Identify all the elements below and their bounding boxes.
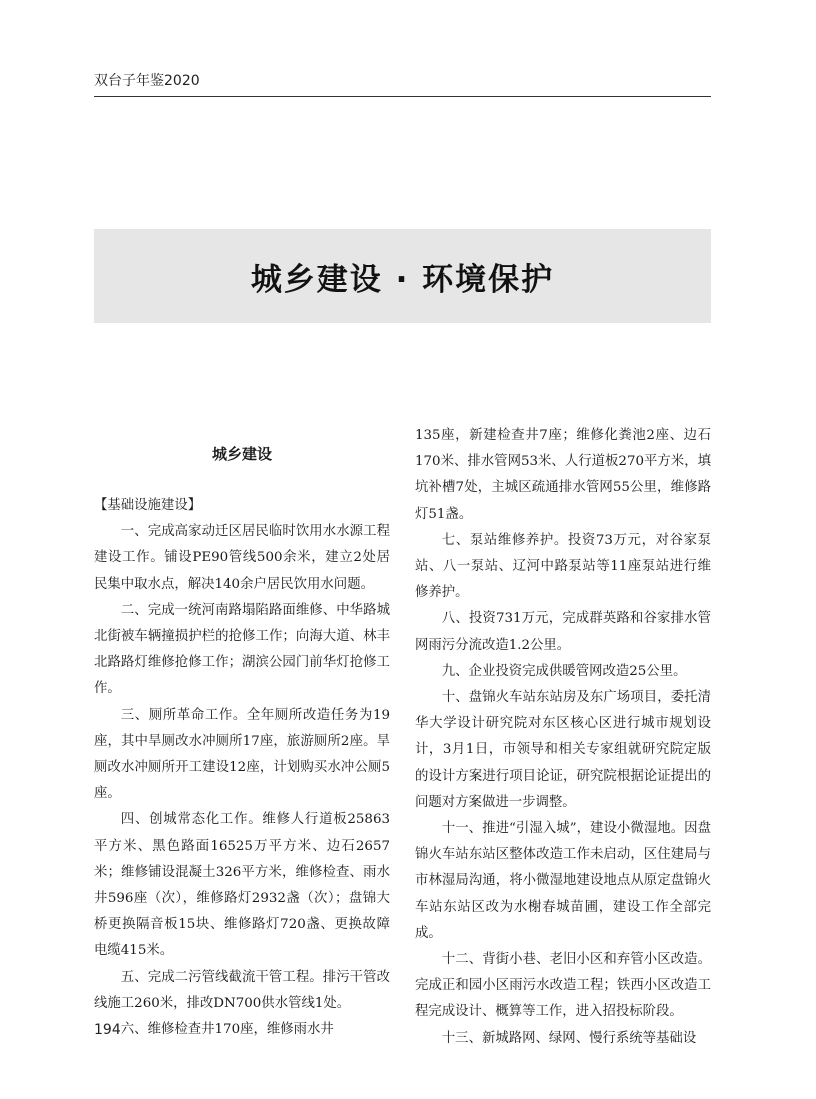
page-number: 194 (94, 1022, 121, 1038)
paragraph: 二、完成一统河南路塌陷路面维修、中华路城北街被车辆撞损护栏的抢修工作；向海大道、林丰北路路灯维修抢修工作；湖滨公园门前华灯抢修工作。 (94, 602, 390, 697)
chapter-title: 城乡建设 · 环境保护 (250, 261, 555, 298)
subheading: 【基础设施建设】 (94, 498, 202, 513)
paragraph: 八、投资731万元，完成群英路和谷家排水管网雨污分流改造1.2公里。 (415, 611, 711, 653)
paragraph: 十一、推进“引湿入城”，建设小微湿地。因盘锦火车站东站区整体改造工作未启动，区住建局与市林湿局沟通，将小微湿地建设地点从原定盘锦火车站东站区改为水榭春城苗圃，建设工作全部完成。 (415, 821, 711, 941)
paragraph: 五、完成二污管线截流干管工程。排污干管改线施工260米，排改DN700供水管线1处。 (94, 969, 390, 1011)
chapter-title-band (94, 229, 711, 323)
paragraph: 六、维修检查井170座，维修雨水井 (120, 1022, 334, 1038)
running-header-title: 双台子年鉴2020 (94, 73, 200, 89)
left-column (94, 441, 390, 1043)
paragraph: 七、泵站维修养护。投资73万元，对谷家泵站、八一泵站、辽河中路泵站等11座泵站进行维修养护。 (415, 532, 711, 601)
right-column (415, 423, 711, 1052)
paragraph: 十、盘锦火车站东站房及东广场项目，委托清华大学设计研究院对东区核心区进行城市规划设计，3月1日，市领导和相关专家组就研究院定版的设计方案进行项目论证，研究院根据论证提出的问题对方案做进一步调整。 (415, 690, 711, 810)
paragraph: 十三、新城路网、绿网、慢行系统等基础设 (441, 1030, 697, 1046)
paragraph: 四、创城常态化工作。维修人行道板25863平方米、黑色路面16525万平方米、边石2657米；维修铺设混凝土326平方米，维修检查、雨水井596座（次），维修路灯2932盏（次）；盘锦大桥更换隔音板15块、维修路灯720盏、更换故障电缆415米。 (94, 812, 390, 959)
paragraph-continuation: 135座，新建检查井7座；维修化粪池2座、边石170米、排水管网53米、人行道板270平方米，填坑补槽7处，主城区疏通排水管网55公里，维修路灯51盏。 (415, 428, 711, 522)
paragraph: 九、企业投资完成供暖管网改造25公里。 (441, 663, 687, 679)
header-rule (94, 96, 711, 97)
paragraph: 一、完成高家动迁区居民临时饮用水水源工程建设工作。铺设PE90管线500余米，建立2处居民集中取水点，解决140余户居民饮用水问题。 (94, 524, 390, 592)
paragraph: 十二、背街小巷、老旧小区和弃管小区改造。完成正和园小区雨污水改造工程；铁西小区改造工程完成设计、概算等工作，进入招投标阶段。 (415, 952, 711, 1020)
section-heading: 城乡建设 (211, 445, 272, 463)
paragraph: 三、厕所革命工作。全年厕所改造任务为19座，其中旱厕改水冲厕所17座，旅游厕所2座。旱厕改水冲厕所开工建设12座，计划购买水冲公厕5座。 (94, 707, 390, 802)
